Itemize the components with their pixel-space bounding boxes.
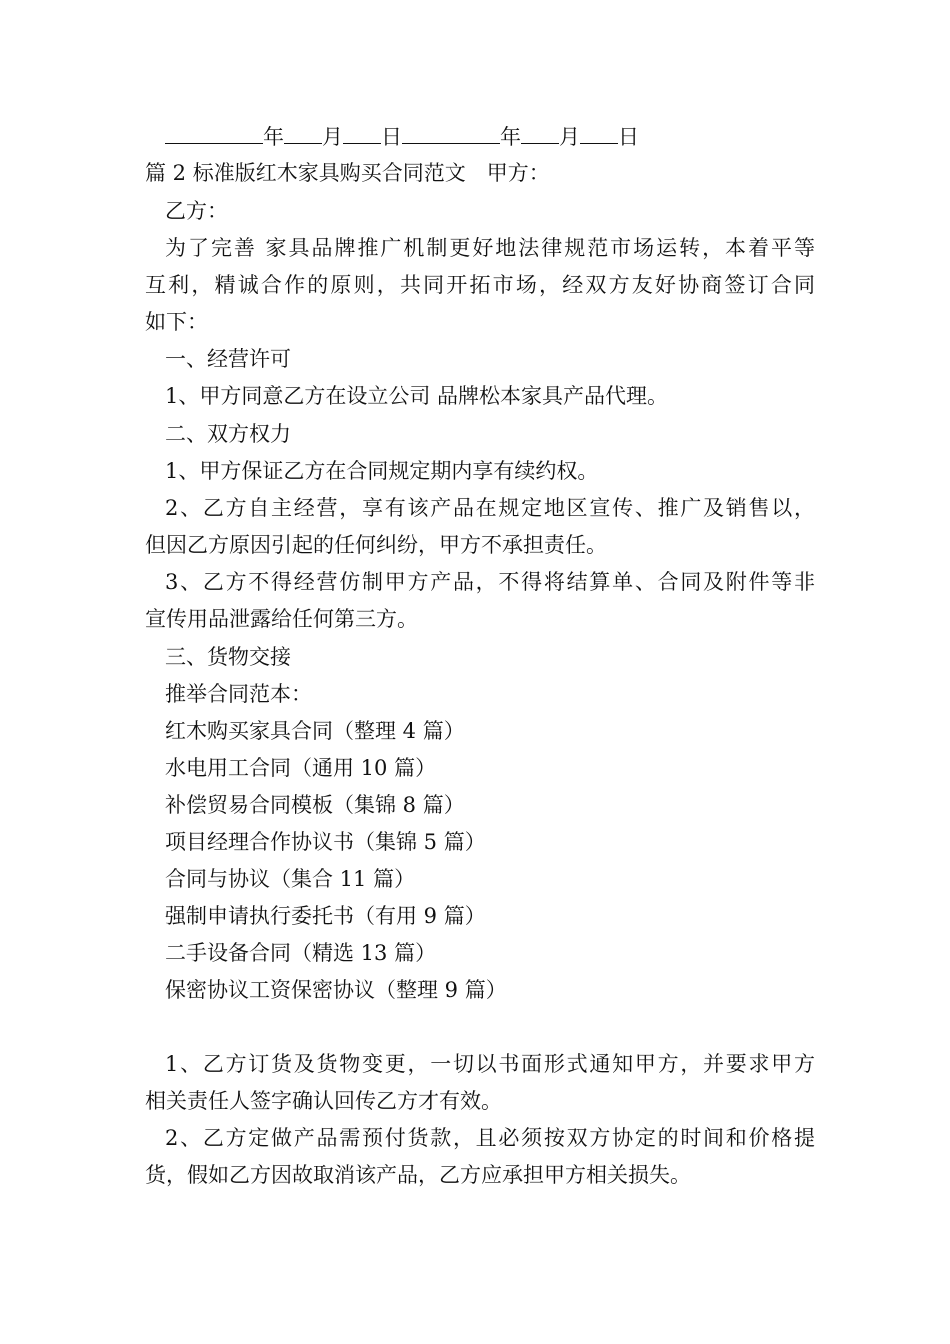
day-label-2: 日 xyxy=(618,125,639,149)
year-blank-2 xyxy=(402,121,500,144)
section-3-item-1-line-2: 相关责任人签字确认回传乙方才有效。 xyxy=(145,1089,502,1113)
recommend-link-2[interactable]: 水电用工合同（通用 10 篇） xyxy=(165,756,437,780)
section-1-heading: 一、经营许可 xyxy=(165,347,291,371)
section-2-heading: 二、双方权力 xyxy=(165,422,291,446)
intro-line-3: 如下： xyxy=(145,310,208,334)
section-2-item-3-line-1: 3、乙方不得经营仿制甲方产品，不得将结算单、合同及附件等非 xyxy=(165,570,815,594)
date-line xyxy=(165,121,639,151)
year-label-1: 年 xyxy=(263,125,284,149)
party-b-label: 乙方： xyxy=(165,199,228,223)
intro-line-2: 互利，精诚合作的原则，共同开拓市场，经双方友好协商签订合同 xyxy=(145,273,815,297)
recommend-heading: 推举合同范本： xyxy=(165,682,312,706)
section-2-item-1: 1、甲方保证乙方在合同规定期内享有续约权。 xyxy=(165,459,599,483)
month-blank-2 xyxy=(521,121,559,144)
recommend-link-3[interactable]: 补偿贸易合同模板（集锦 8 篇） xyxy=(165,793,465,817)
year-label-2: 年 xyxy=(500,125,521,149)
section-3-heading: 三、货物交接 xyxy=(165,645,291,669)
section-3-item-2-line-2: 货，假如乙方因故取消该产品，乙方应承担甲方相关损失。 xyxy=(145,1163,691,1187)
month-label-1: 月 xyxy=(322,125,343,149)
intro-line-1: 为了完善 家具品牌推广机制更好地法律规范市场运转，本着平等 xyxy=(165,236,815,260)
section-2-item-2-line-2: 但因乙方原因引起的任何纠纷，甲方不承担责任。 xyxy=(145,533,607,557)
recommend-link-5[interactable]: 合同与协议（集合 11 篇） xyxy=(165,867,416,891)
recommend-link-1[interactable]: 红木购买家具合同（整理 4 篇） xyxy=(165,719,465,743)
document-title: 篇 2 标准版红木家具购买合同范文 甲方： xyxy=(145,161,550,185)
day-blank-2 xyxy=(580,121,618,144)
month-label-2: 月 xyxy=(559,125,580,149)
section-1-item-1: 1、甲方同意乙方在设立公司 品牌松本家具产品代理。 xyxy=(165,384,669,408)
section-2-item-2-line-1: 2、乙方自主经营，享有该产品在规定地区宣传、推广及销售以， xyxy=(165,496,815,520)
recommend-link-4[interactable]: 项目经理合作协议书（集锦 5 篇） xyxy=(165,830,486,854)
recommend-link-6[interactable]: 强制申请执行委托书（有用 9 篇） xyxy=(165,904,486,928)
day-blank-1 xyxy=(343,121,381,144)
day-label-1: 日 xyxy=(381,125,402,149)
section-3-item-2-line-1: 2、乙方定做产品需预付货款，且必须按双方协定的时间和价格提 xyxy=(165,1126,815,1150)
recommend-link-8[interactable]: 保密协议工资保密协议（整理 9 篇） xyxy=(165,978,507,1002)
year-blank-1 xyxy=(165,121,263,144)
recommend-link-7[interactable]: 二手设备合同（精选 13 篇） xyxy=(165,941,437,965)
month-blank-1 xyxy=(284,121,322,144)
section-2-item-3-line-2: 宣传用品泄露给任何第三方。 xyxy=(145,607,418,631)
section-3-item-1-line-1: 1、乙方订货及货物变更，一切以书面形式通知甲方，并要求甲方 xyxy=(165,1052,815,1076)
